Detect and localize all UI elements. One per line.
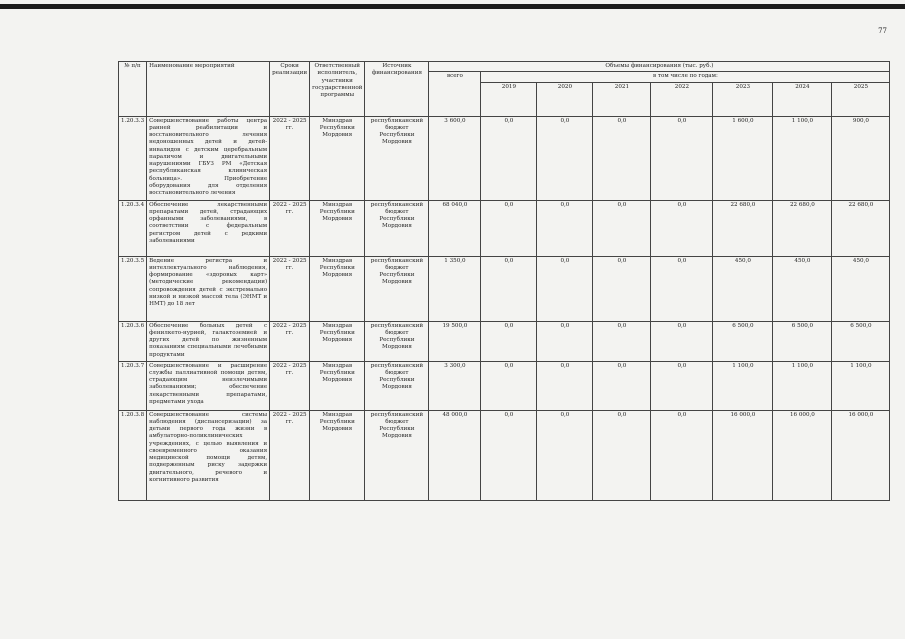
row-name: Ведение регистра и интеллектуального наблюдения, формирование «здоровых карт» (методические рекомендации) сопровождения детей с экстремально низкой и низкой массой тела (ЭНМТ и НМТ) до 18 лет <box>147 256 270 321</box>
row-value: 900,0 <box>832 116 890 200</box>
header-year: 2022 <box>651 82 713 116</box>
row-value: 22 680,0 <box>832 200 890 256</box>
scan-edge-bar <box>0 4 905 9</box>
row-value: 0,0 <box>537 256 593 321</box>
header-funding-title: Объемы финансирования (тыс. руб.) <box>429 62 890 72</box>
header-terms: Сроки реализации <box>270 62 310 117</box>
row-source: республиканский бюджет Республики Мордовия <box>365 116 429 200</box>
row-value: 0,0 <box>537 410 593 500</box>
row-executor: Минздрав Республики Мордовия <box>310 116 365 200</box>
row-source: республиканский бюджет Республики Мордовия <box>365 200 429 256</box>
row-value: 0,0 <box>651 256 713 321</box>
funding-table <box>118 61 890 501</box>
table-row <box>119 361 890 410</box>
row-executor: Минздрав Республики Мордовия <box>310 361 365 410</box>
row-num: 1.20.3.8 <box>119 410 147 500</box>
row-value: 0,0 <box>537 116 593 200</box>
row-value: 0,0 <box>481 410 537 500</box>
row-value: 6 500,0 <box>713 321 773 361</box>
table-row <box>119 321 890 361</box>
row-executor: Минздрав Республики Мордовия <box>310 200 365 256</box>
row-value: 0,0 <box>537 361 593 410</box>
row-total: 1 350,0 <box>429 256 481 321</box>
header-name: Наименование мероприятий <box>147 62 270 117</box>
row-num: 1.20.3.6 <box>119 321 147 361</box>
header-total: всего <box>429 72 481 116</box>
row-value: 450,0 <box>832 256 890 321</box>
row-value: 0,0 <box>651 200 713 256</box>
row-value: 0,0 <box>481 321 537 361</box>
header-year: 2019 <box>481 82 537 116</box>
header-num: № п/п <box>119 62 147 117</box>
header-year: 2023 <box>713 82 773 116</box>
row-total: 19 500,0 <box>429 321 481 361</box>
row-value: 450,0 <box>773 256 832 321</box>
row-value: 1 100,0 <box>832 361 890 410</box>
header-executor: Ответственный исполнитель, участники государственной программы <box>310 62 365 117</box>
row-value: 0,0 <box>481 200 537 256</box>
row-value: 0,0 <box>651 361 713 410</box>
row-value: 0,0 <box>593 361 651 410</box>
row-num: 1.20.3.5 <box>119 256 147 321</box>
row-value: 450,0 <box>713 256 773 321</box>
row-terms: 2022 - 2025 гг. <box>270 256 310 321</box>
row-value: 0,0 <box>651 321 713 361</box>
row-value: 16 000,0 <box>773 410 832 500</box>
row-value: 0,0 <box>481 116 537 200</box>
row-value: 0,0 <box>593 256 651 321</box>
row-source: республиканский бюджет Республики Мордовия <box>365 321 429 361</box>
row-value: 0,0 <box>481 361 537 410</box>
table-row <box>119 256 890 321</box>
row-value: 0,0 <box>537 321 593 361</box>
page-number: 77 <box>878 27 887 35</box>
row-value: 0,0 <box>651 410 713 500</box>
row-value: 6 500,0 <box>832 321 890 361</box>
row-value: 16 000,0 <box>713 410 773 500</box>
header-year: 2025 <box>832 82 890 116</box>
row-executor: Минздрав Республики Мордовия <box>310 321 365 361</box>
row-terms: 2022 - 2025 гг. <box>270 361 310 410</box>
header-year: 2020 <box>537 82 593 116</box>
table-row <box>119 200 890 256</box>
row-value: 0,0 <box>481 256 537 321</box>
row-total: 68 040,0 <box>429 200 481 256</box>
row-value: 1 100,0 <box>773 361 832 410</box>
row-value: 1 600,0 <box>713 116 773 200</box>
row-num: 1.20.3.4 <box>119 200 147 256</box>
row-value: 0,0 <box>593 321 651 361</box>
row-num: 1.20.3.7 <box>119 361 147 410</box>
row-name: Обеспечение лекарственными препаратами детей, страдающих орфанными заболеваниями, в соответствии с федеральным регистром детей с редкими заболеваниями <box>147 200 270 256</box>
row-source: республиканский бюджет Республики Мордовия <box>365 361 429 410</box>
header-year: 2024 <box>773 82 832 116</box>
row-terms: 2022 - 2025 гг. <box>270 200 310 256</box>
row-value: 16 000,0 <box>832 410 890 500</box>
row-value: 0,0 <box>651 116 713 200</box>
row-executor: Минздрав Республики Мордовия <box>310 256 365 321</box>
row-name: Обеспечение больных детей с фенилкето-нурией, галактоземией и других детей по жизненным показаниям специальными лечебными продуктами <box>147 321 270 361</box>
header-source: Источник финансирования <box>365 62 429 117</box>
row-name: Совершенствование и расширение службы паллиативной помощи детям, страдающим неизлечимыми заболеваниями; обеспечение лекарственными препаратами, предметами ухода <box>147 361 270 410</box>
row-value: 0,0 <box>593 410 651 500</box>
row-source: республиканский бюджет Республики Мордовия <box>365 410 429 500</box>
row-terms: 2022 - 2025 гг. <box>270 410 310 500</box>
row-terms: 2022 - 2025 гг. <box>270 116 310 200</box>
row-value: 1 100,0 <box>713 361 773 410</box>
row-value: 22 680,0 <box>773 200 832 256</box>
row-num: 1.20.3.3 <box>119 116 147 200</box>
row-name: Совершенствование системы наблюдения (диспансеризации) за детьми первого года жизни в амбулаторно-поликлинических учреждениях, с целью выявления и своевременного оказания медицинской помощи детям, подверженным риску задержки двигательного, речевого и когнитивного развития <box>147 410 270 500</box>
header-year: 2021 <box>593 82 651 116</box>
row-total: 3 600,0 <box>429 116 481 200</box>
row-terms: 2022 - 2025 гг. <box>270 321 310 361</box>
header-by-years: в том числе по годам: <box>481 72 890 82</box>
row-total: 48 000,0 <box>429 410 481 500</box>
row-value: 0,0 <box>593 200 651 256</box>
row-value: 6 500,0 <box>773 321 832 361</box>
row-value: 22 680,0 <box>713 200 773 256</box>
table-row <box>119 410 890 500</box>
table-row <box>119 116 890 200</box>
row-name: Совершенствование работы центра ранней реабилитации и восстановительного лечения недоношенных детей и детей-инвалидов с детским церебральным параличом и двигательными нарушениями ГБУЗ РМ «Детская республиканская клиническая больница». Приобретение оборудования для отделения восстановительного лечения <box>147 116 270 200</box>
row-value: 0,0 <box>537 200 593 256</box>
row-executor: Минздрав Республики Мордовия <box>310 410 365 500</box>
row-value: 0,0 <box>593 116 651 200</box>
row-total: 3 300,0 <box>429 361 481 410</box>
row-source: республиканский бюджет Республики Мордовия <box>365 256 429 321</box>
row-value: 1 100,0 <box>773 116 832 200</box>
